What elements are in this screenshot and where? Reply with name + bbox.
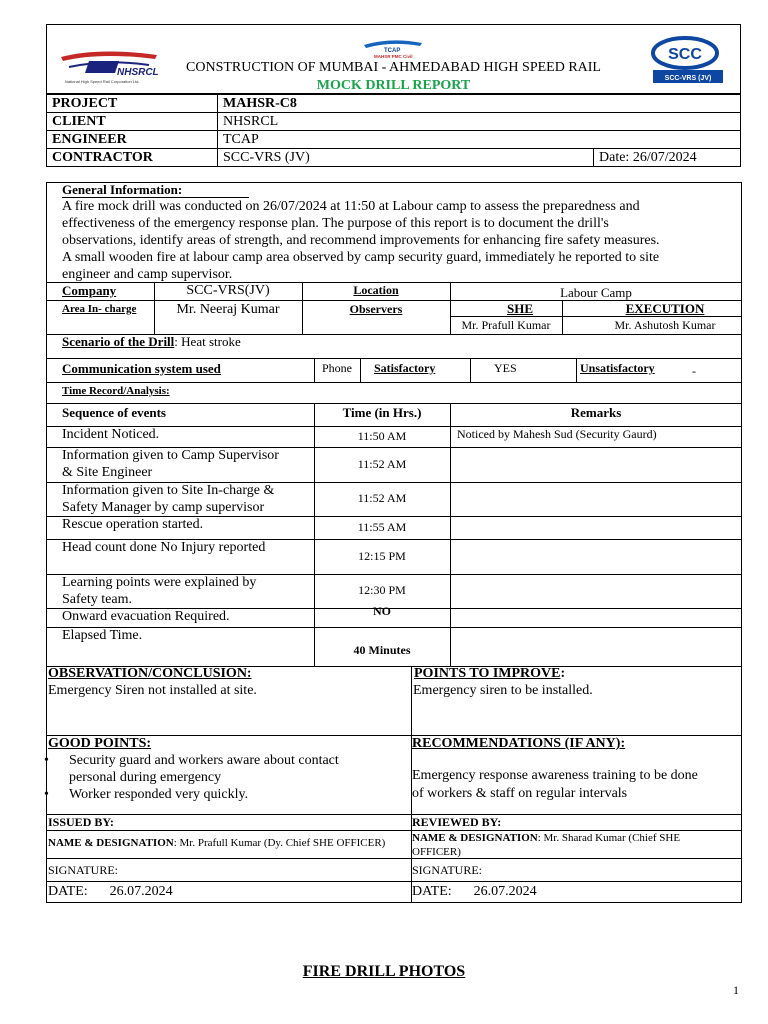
- communication-label: Communication system used: [62, 361, 221, 376]
- general-line: A fire mock drill was conducted on 26/07/2024 at 11:50 at Labour camp to assess the preparedness and: [62, 199, 640, 214]
- area-incharge-label: Area In- charge: [62, 303, 137, 315]
- area-incharge-value: Mr. Neeraj Kumar: [176, 302, 280, 317]
- tcap-logo: [360, 37, 430, 59]
- page-number: 1: [733, 983, 739, 997]
- col-header-event: Sequence of events: [62, 405, 166, 420]
- svg-text:SCC-VRS (JV): SCC-VRS (JV): [664, 75, 712, 82]
- name-designation-label: NAME & DESIGNATION: [48, 837, 174, 849]
- row-divider: [46, 403, 742, 404]
- event-line: Information given to Site In-charge &: [62, 483, 275, 498]
- client-value: NHSRCL: [218, 113, 741, 131]
- issued-date: [48, 884, 173, 900]
- general-line: A small wooden fire at labour camp area observed by camp security guard, immediately he reported to site: [62, 250, 660, 265]
- points-to-improve-text: Emergency siren to be installed.: [413, 683, 593, 698]
- col-divider: [576, 358, 577, 382]
- good-point-item: • Security guard and workers aware about contact: [44, 753, 339, 768]
- remark-cell: Noticed by Mahesh Sud (Security Gaurd): [457, 427, 657, 441]
- fire-drill-photos-heading: FIRE DRILL PHOTOS: [302, 963, 466, 980]
- scenario: [62, 334, 241, 350]
- unsatisfactory-label: Unsatisfactory: [580, 361, 655, 375]
- issued-name-value: : Mr. Prafull Kumar (Dy. Chief SHE OFFICER): [173, 837, 386, 849]
- event-cell: [62, 539, 265, 556]
- row-divider: [46, 382, 742, 383]
- event-line: Elapsed Time.: [62, 628, 143, 643]
- bullet-icon: •: [44, 787, 49, 802]
- issued-by-label: ISSUED BY:: [48, 815, 114, 829]
- time-cell: 12:15 PM: [358, 549, 406, 563]
- row-divider: [46, 627, 742, 628]
- project-label: PROJECT: [47, 95, 218, 113]
- time-cell: 11:52 AM: [357, 457, 407, 471]
- row-divider: [46, 814, 742, 815]
- reviewed-date: [412, 884, 537, 900]
- name-designation-label: NAME & DESIGNATION: [412, 832, 538, 844]
- event-cell: [62, 482, 274, 516]
- observation-label: OBSERVATION/CONCLUSION:: [48, 666, 252, 681]
- points-to-improve-label: POINTS TO IMPROVE: [414, 666, 561, 681]
- event-line: Incident Noticed.: [62, 427, 160, 442]
- event-line: Head count done No Injury reported: [62, 540, 266, 555]
- location-value: Labour Camp: [560, 285, 632, 300]
- event-line: Safety team.: [62, 592, 132, 607]
- svg-text:NHSRCL: NHSRCL: [117, 67, 159, 78]
- she-label: SHE: [506, 301, 533, 316]
- time-cell: 11:52 AM: [357, 491, 407, 505]
- engineer-value: TCAP: [218, 131, 741, 149]
- general-info-text: [62, 198, 660, 283]
- engineer-label: ENGINEER: [47, 131, 218, 149]
- event-cell: [62, 426, 159, 443]
- event-line: & Site Engineer: [62, 465, 153, 480]
- scenario-label: Scenario of the Drill: [62, 334, 175, 349]
- row-divider: [46, 358, 742, 359]
- reviewed-name-continuation: OFFICER): [412, 846, 461, 858]
- client-label: CLIENT: [47, 113, 218, 131]
- observers-label: Observers: [349, 302, 403, 316]
- svg-text:National High Speed Rail Corpo: National High Speed Rail Corporation Ltd.: [65, 79, 140, 84]
- time-cell: 40 Minutes: [353, 643, 411, 657]
- report-subtitle: MOCK DRILL REPORT: [316, 78, 471, 93]
- col-divider: [470, 358, 471, 382]
- event-line: Onward evacuation Required.: [62, 609, 230, 624]
- issued-name: [48, 837, 385, 849]
- company-value: SCC-VRS(JV): [186, 283, 270, 298]
- recommendations-label: RECOMMENDATIONS (IF ANY):: [412, 736, 626, 751]
- row-divider: [46, 858, 742, 859]
- time-cell: 12:30 PM: [358, 583, 406, 597]
- general-line: observations, identify areas of strength, and recommend improvements for enhancing fire safety measures.: [62, 233, 660, 248]
- recommendation-line: of workers & staff on regular intervals: [412, 786, 628, 801]
- recommendations-text: [412, 767, 698, 803]
- row-divider: [46, 881, 742, 882]
- event-cell: [62, 516, 203, 533]
- reviewed-name-value: : Mr. Sharad Kumar (Chief SHE: [537, 832, 681, 844]
- event-line: Learning points were explained by: [62, 575, 257, 590]
- time-cell: 11:50 AM: [357, 429, 407, 443]
- good-point-continuation: personal during emergency: [69, 770, 222, 785]
- time-cell: 11:55 AM: [357, 520, 407, 534]
- she-observer-value: Mr. Prafull Kumar: [461, 318, 551, 332]
- col-divider: [360, 358, 361, 382]
- report-date: Date: 26/07/2024: [594, 149, 741, 167]
- contractor-label: CONTRACTOR: [47, 149, 218, 167]
- date-value: 26.07.2024: [109, 884, 173, 899]
- company-label: Company: [62, 283, 117, 298]
- scenario-value: : Heat stroke: [174, 334, 241, 349]
- recommendation-line: Emergency response awareness training to be done: [412, 768, 698, 783]
- good-points-list: [44, 752, 339, 803]
- satisfactory-value: YES: [494, 361, 517, 375]
- event-line: Safety Manager by camp supervisor: [62, 500, 265, 515]
- reviewed-name: [412, 831, 680, 859]
- project-info-table: [46, 94, 741, 167]
- location-label: Location: [353, 283, 399, 297]
- observation-text: Emergency Siren not installed at site.: [48, 683, 257, 698]
- bullet-icon: •: [44, 753, 49, 768]
- reviewed-signature-label: SIGNATURE:: [412, 863, 483, 877]
- general-line: effectiveness of the emergency response plan. The purpose of this report is to document the drill's: [62, 216, 609, 231]
- general-info-heading: General Information:: [62, 182, 183, 197]
- unsatisfactory-value: -: [692, 364, 696, 378]
- contractor-value: SCC-VRS (JV): [218, 149, 594, 167]
- event-cell: [62, 574, 256, 608]
- date-label: DATE:: [412, 884, 452, 899]
- report-title: CONSTRUCTION OF MUMBAI - AHMEDABAD HIGH SPEED RAIL: [186, 60, 601, 75]
- event-cell: [62, 447, 279, 481]
- satisfactory-label: Satisfactory: [374, 361, 436, 375]
- col-divider: [314, 358, 315, 382]
- svg-text:TCAP: TCAP: [384, 48, 401, 54]
- event-line: Rescue operation started.: [62, 517, 204, 532]
- svg-text:SCC: SCC: [668, 46, 702, 63]
- project-value: MAHSR-C8: [218, 95, 741, 113]
- good-points-label: GOOD POINTS:: [48, 736, 152, 751]
- event-line: Information given to Camp Supervisor: [62, 448, 279, 463]
- execution-observer-value: Mr. Ashutosh Kumar: [614, 318, 716, 332]
- event-cell: [62, 627, 142, 644]
- execution-label: EXECUTION: [625, 301, 705, 316]
- date-value: 26.07.2024: [473, 884, 537, 899]
- reviewed-by-label: REVIEWED BY:: [412, 815, 502, 829]
- report-header: [46, 24, 741, 94]
- col-header-remarks: Remarks: [570, 405, 622, 420]
- good-point-item: • Worker responded very quickly.: [44, 787, 249, 802]
- time-cell: NO: [373, 604, 391, 618]
- points-to-improve: POINTS TO IMPROVE:: [414, 666, 566, 681]
- communication-system: Phone: [322, 361, 352, 375]
- event-cell: [62, 608, 230, 625]
- col-header-time: Time (in Hrs.): [342, 405, 422, 420]
- general-line: engineer and camp supervisor.: [62, 267, 233, 282]
- issued-signature-label: SIGNATURE:: [48, 863, 119, 877]
- time-record-heading: Time Record/Analysis:: [62, 385, 170, 397]
- date-label: DATE:: [48, 884, 88, 899]
- svg-text:MAHSR PMC Civil: MAHSR PMC Civil: [374, 54, 413, 59]
- col-divider: [450, 403, 451, 666]
